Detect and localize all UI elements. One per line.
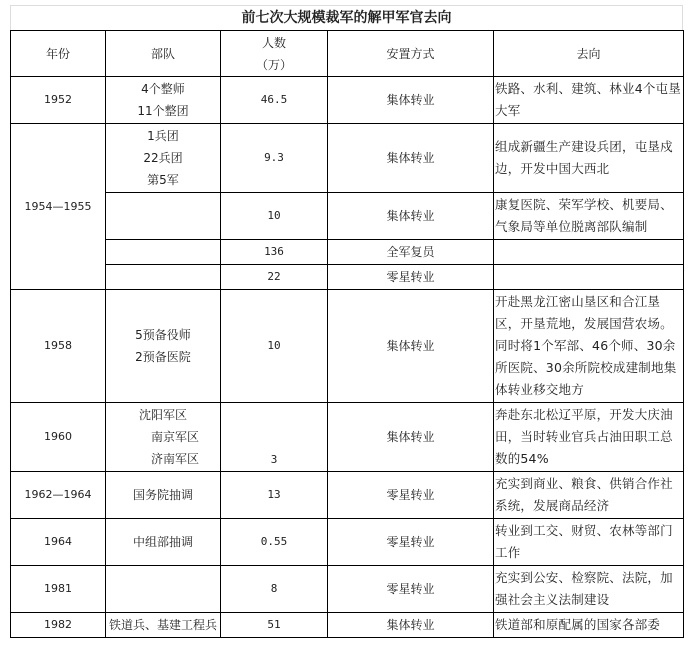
destination-cell: 转业到工交、财贸、农林等部门工作 bbox=[494, 519, 684, 566]
destination-cell: 开赴黑龙江密山垦区和合江垦区，开垦荒地，发展国营农场。同时将1个军部、46个师、30余所医院、30余所院校成建制地集体转业移交地方 bbox=[494, 290, 684, 403]
year-cell: 1954—1955 bbox=[11, 124, 106, 290]
unit-line: 22兵团 bbox=[143, 151, 183, 165]
header-count-unit: （万） bbox=[255, 57, 292, 72]
table-row bbox=[11, 519, 684, 566]
count-cell: 8 bbox=[221, 566, 328, 613]
method-cell: 集体转业 bbox=[328, 613, 494, 638]
officer-destination-table bbox=[10, 30, 684, 638]
count-cell: 13 bbox=[221, 472, 328, 519]
year-cell: 1962—1964 bbox=[11, 472, 106, 519]
unit-cell bbox=[106, 240, 221, 265]
method-cell: 零星转业 bbox=[328, 265, 494, 290]
count-cell: 3 bbox=[221, 403, 328, 472]
table-row bbox=[11, 124, 684, 193]
destination-cell: 铁路、水利、建筑、林业4个屯垦大军 bbox=[494, 77, 684, 124]
table-row bbox=[11, 265, 684, 290]
count-cell: 0.55 bbox=[221, 519, 328, 566]
count-cell: 9.3 bbox=[221, 124, 328, 193]
method-cell: 集体转业 bbox=[328, 403, 494, 472]
year-cell: 1982 bbox=[11, 613, 106, 638]
unit-cell bbox=[106, 193, 221, 240]
unit-cell bbox=[106, 566, 221, 613]
count-cell: 10 bbox=[221, 193, 328, 240]
destination-cell: 充实到公安、检察院、法院，加强社会主义法制建设 bbox=[494, 566, 684, 613]
header-destination: 去向 bbox=[494, 31, 684, 77]
method-cell: 集体转业 bbox=[328, 290, 494, 403]
method-cell: 零星转业 bbox=[328, 566, 494, 613]
table-row bbox=[11, 193, 684, 240]
unit-cell bbox=[106, 77, 221, 124]
method-cell: 集体转业 bbox=[328, 124, 494, 193]
unit-cell: 国务院抽调 bbox=[106, 472, 221, 519]
header-row bbox=[11, 31, 684, 77]
unit-line: 第5军 bbox=[147, 173, 179, 187]
table-row bbox=[11, 290, 684, 403]
destination-cell bbox=[494, 265, 684, 290]
method-cell: 零星转业 bbox=[328, 519, 494, 566]
year-cell: 1981 bbox=[11, 566, 106, 613]
method-cell: 集体转业 bbox=[328, 193, 494, 240]
destination-cell bbox=[494, 240, 684, 265]
unit-line: 1兵团 bbox=[147, 129, 179, 143]
destination-cell: 铁道部和原配属的国家各部委 bbox=[494, 613, 684, 638]
header-year: 年份 bbox=[11, 31, 106, 77]
method-cell: 全军复员 bbox=[328, 240, 494, 265]
unit-cell: 中组部抽调 bbox=[106, 519, 221, 566]
unit-line: 5预备役师 bbox=[135, 328, 191, 342]
unit-cell bbox=[106, 403, 221, 472]
header-count-label: 人数 bbox=[261, 35, 286, 50]
table-title: 前七次大规模裁军的解甲军官去向 bbox=[10, 5, 683, 30]
unit-line: 2预备医院 bbox=[135, 350, 191, 364]
method-cell: 集体转业 bbox=[328, 77, 494, 124]
table-row bbox=[11, 240, 684, 265]
unit-cell: 铁道兵、基建工程兵 bbox=[106, 613, 221, 638]
year-cell: 1952 bbox=[11, 77, 106, 124]
unit-cell bbox=[106, 265, 221, 290]
count-cell: 136 bbox=[221, 240, 328, 265]
unit-cell bbox=[106, 124, 221, 193]
destination-cell: 奔赴东北松辽平原，开发大庆油田，当时转业官兵占油田职工总数的54% bbox=[494, 403, 684, 472]
unit-line: 沈阳军区 bbox=[138, 408, 187, 422]
year-cell: 1964 bbox=[11, 519, 106, 566]
count-cell: 46.5 bbox=[221, 77, 328, 124]
count-cell: 51 bbox=[221, 613, 328, 638]
destination-cell: 组成新疆生产建设兵团，屯垦戍边，开发中国大西北 bbox=[494, 124, 684, 193]
method-cell: 零星转业 bbox=[328, 472, 494, 519]
unit-line: 济南军区 bbox=[151, 452, 200, 466]
table-row bbox=[11, 77, 684, 124]
header-unit: 部队 bbox=[106, 31, 221, 77]
destination-cell: 充实到商业、粮食、供销合作社系统，发展商品经济 bbox=[494, 472, 684, 519]
year-cell: 1960 bbox=[11, 403, 106, 472]
table-row bbox=[11, 613, 684, 638]
unit-line: 南京军区 bbox=[151, 430, 200, 444]
destination-cell: 康复医院、荣军学校、机要局、气象局等单位脱离部队编制 bbox=[494, 193, 684, 240]
table-row bbox=[11, 472, 684, 519]
header-method: 安置方式 bbox=[328, 31, 494, 77]
unit-cell bbox=[106, 290, 221, 403]
table-container bbox=[10, 5, 683, 638]
year-cell: 1958 bbox=[11, 290, 106, 403]
table-row bbox=[11, 403, 684, 472]
count-cell: 10 bbox=[221, 290, 328, 403]
count-cell: 22 bbox=[221, 265, 328, 290]
unit-line: 11个整团 bbox=[137, 104, 189, 118]
unit-line: 4个整师 bbox=[141, 82, 185, 96]
header-count bbox=[221, 31, 328, 77]
table-row bbox=[11, 566, 684, 613]
